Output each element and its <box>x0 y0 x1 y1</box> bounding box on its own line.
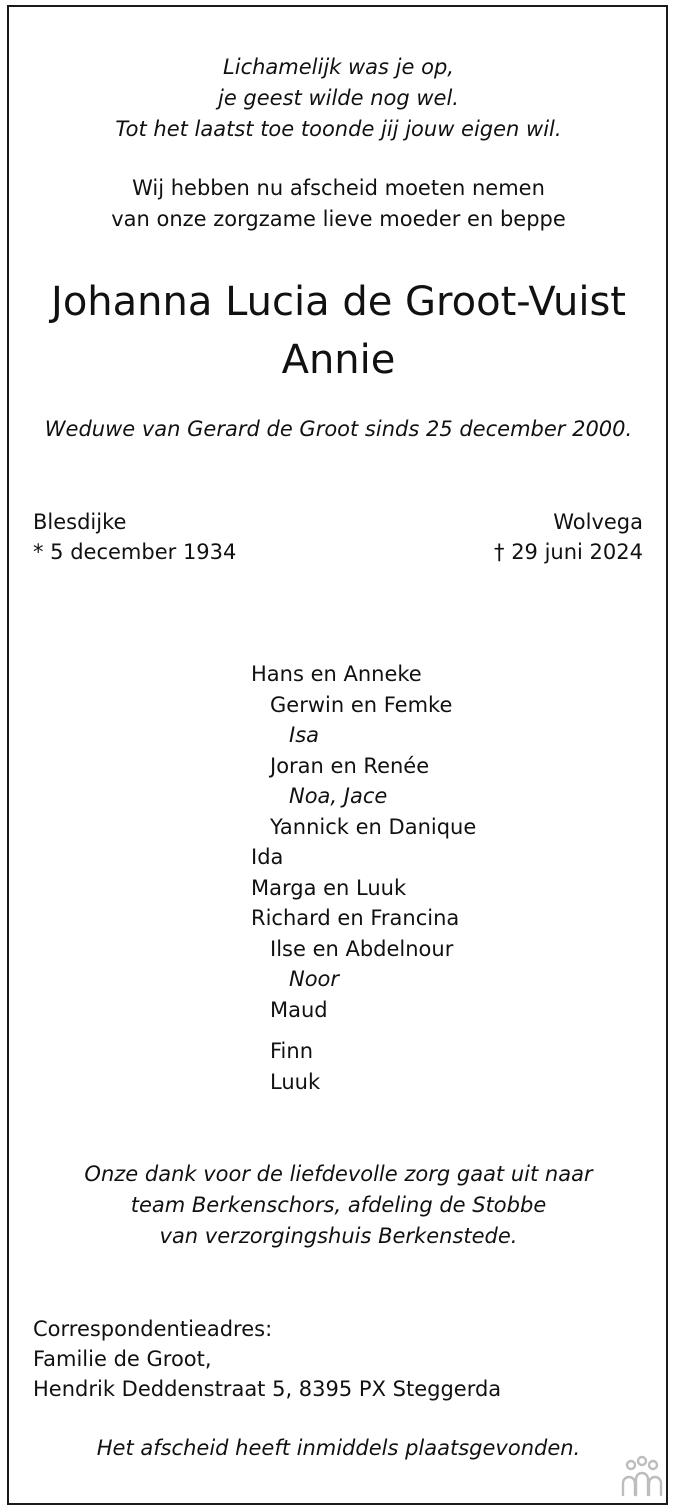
death-info <box>494 507 643 567</box>
thanks-line: team Berkenschors, afdeling de Stobbe <box>130 1193 547 1217</box>
death-date: † 29 juni 2024 <box>494 540 643 564</box>
closing-line: Het afscheid heeft inmiddels plaatsgevonden. <box>96 1436 581 1460</box>
family-member: Ilse en Abdelnour <box>270 936 454 961</box>
family-member: Luuk <box>270 1069 321 1094</box>
family-member: Yannick en Danique <box>270 814 477 839</box>
correspondence-address: Hendrik Deddenstraat 5, 8395 PX Steggerda <box>33 1377 502 1401</box>
poem-line: je geest wilde nog wel. <box>218 86 459 110</box>
intro-text <box>0 173 677 235</box>
full-name: Johanna Lucia de Groot-Vuist <box>51 279 626 325</box>
family-member: Noor <box>289 967 340 991</box>
intro-line: van onze zorgzame lieve moeder en beppe <box>111 207 566 231</box>
family-member: Marga en Luuk <box>251 875 407 900</box>
family-member: Maud <box>270 997 328 1022</box>
family-member: Gerwin en Femke <box>270 692 453 717</box>
poem <box>0 52 677 145</box>
people-group-icon <box>619 1455 665 1499</box>
poem-line: Tot het laatst toe toonde jij jouw eigen wil. <box>115 117 562 141</box>
family-member: Hans en Anneke <box>251 662 422 686</box>
correspondence <box>33 1314 501 1404</box>
death-place: Wolvega <box>553 510 643 534</box>
widow-line: Weduwe van Gerard de Groot sinds 25 december 2000. <box>44 417 633 441</box>
birth-date: * 5 december 1934 <box>33 540 237 564</box>
thanks-text <box>0 1159 677 1252</box>
thanks-line: Onze dank voor de liefdevolle zorg gaat uit naar <box>84 1162 593 1186</box>
intro-line: Wij hebben nu afscheid moeten nemen <box>132 176 545 200</box>
family-member: Finn <box>270 1039 314 1063</box>
family-member: Ida <box>251 845 284 869</box>
family-member: Richard en Francina <box>251 906 460 930</box>
birth-place: Blesdijke <box>33 510 127 534</box>
family-member: Isa <box>289 723 320 747</box>
family-list <box>251 659 476 1097</box>
family-member: Noa, Jace <box>289 784 388 808</box>
birth-info <box>33 507 236 567</box>
deceased-name <box>0 273 677 389</box>
nickname: Annie <box>281 337 396 383</box>
thanks-line: van verzorgingshuis Berkenstede. <box>159 1224 518 1248</box>
family-member: Joran en Renée <box>270 753 430 778</box>
correspondence-name: Familie de Groot, <box>33 1347 212 1371</box>
correspondence-label: Correspondentieadres: <box>33 1317 273 1341</box>
poem-line: Lichamelijk was je op, <box>223 55 454 79</box>
